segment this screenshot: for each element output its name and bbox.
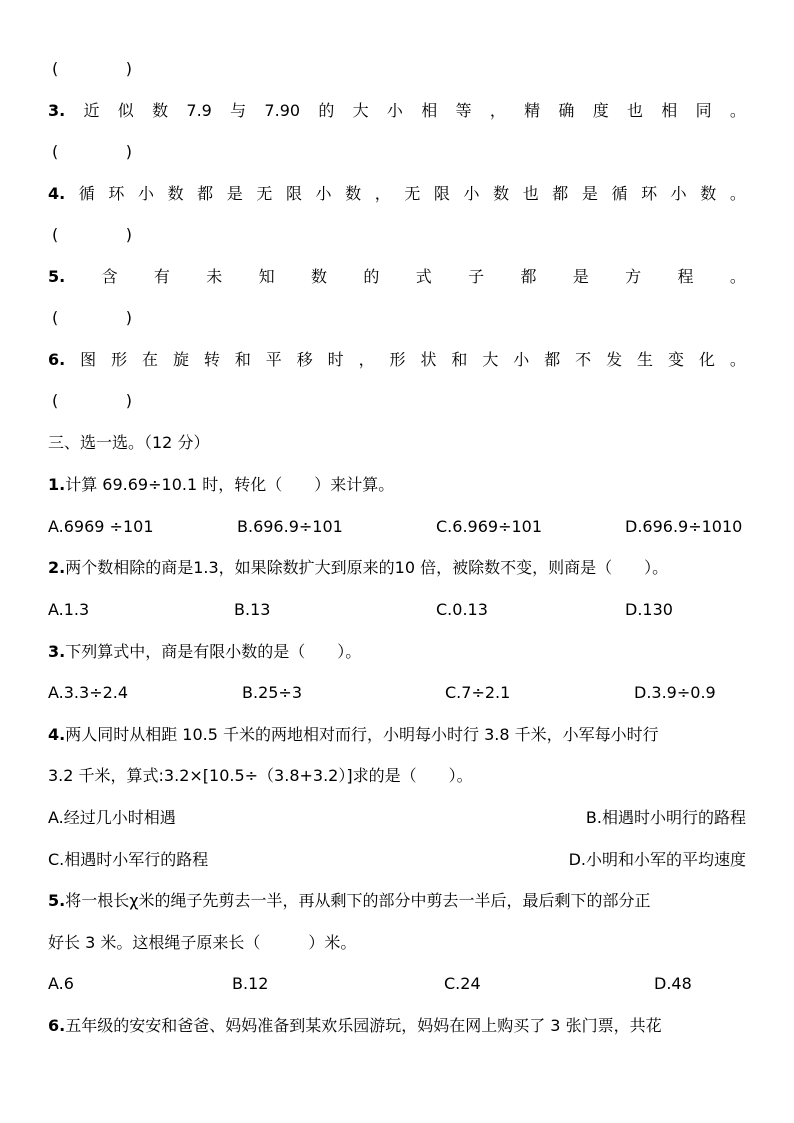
- statement-char: 循: [611, 184, 628, 203]
- option-c: C.0.13: [436, 600, 488, 619]
- statement-char: 发: [606, 350, 623, 369]
- tf-item-6: [48, 347, 746, 373]
- statement-char: 旋: [172, 350, 189, 369]
- statement-char: ，: [374, 184, 391, 203]
- statement-char: 近: [83, 101, 100, 120]
- question-4-cont: 3.2 千米，算式:3.2×[10.5÷（3.8+3.2）]求的是（ ）。: [48, 766, 473, 785]
- option-d: D.130: [625, 600, 673, 619]
- statement-char: ，: [358, 350, 375, 369]
- statement-char: 的: [363, 267, 380, 286]
- statement-char: 转: [203, 350, 220, 369]
- statement-char: 有: [153, 267, 170, 286]
- statement-char: 也: [627, 101, 644, 120]
- option-b: B.25÷3: [242, 683, 303, 702]
- statement-char: 环: [641, 184, 658, 203]
- paren-close: ): [125, 59, 132, 78]
- statement-char: 数: [493, 184, 510, 203]
- statement-char: 无: [404, 184, 421, 203]
- statement-char: 大: [352, 101, 369, 120]
- statement-char: 未: [206, 267, 223, 286]
- statement-char: ，: [489, 101, 506, 120]
- statement-char: 等: [455, 101, 472, 120]
- statement-char: 也: [522, 184, 539, 203]
- options-q5: [48, 971, 746, 997]
- statement-char: 和: [234, 350, 251, 369]
- statement-char: 小: [670, 184, 687, 203]
- statement-char: 移: [296, 350, 313, 369]
- statement-char: 化: [698, 350, 715, 369]
- statement-char: 限: [285, 184, 302, 203]
- option-b: B.696.9÷101: [237, 517, 343, 536]
- statement-char: 小: [386, 101, 403, 120]
- question-3: 3.下列算式中，商是有限小数的是（ ）。: [48, 642, 362, 661]
- item-number: 6.: [48, 350, 66, 369]
- statement-char: 形: [389, 350, 406, 369]
- option-d: D.3.9÷0.9: [634, 683, 716, 702]
- options-q4-row1: [48, 805, 746, 831]
- statement-char: 都: [197, 184, 214, 203]
- statement-char: 是: [581, 184, 598, 203]
- statement-char: 精: [524, 101, 541, 120]
- statement-char: 都: [552, 184, 569, 203]
- option-b: B.相遇时小明行的路程: [585, 808, 746, 827]
- statement-char: 同: [695, 101, 712, 120]
- tf-item-4: [48, 181, 746, 207]
- question-5: 5.将一根长χ米的绳子先剪去一半，再从剩下的部分中剪去一半后，最后剩下的部分正: [48, 891, 651, 910]
- option-c: C.7÷2.1: [445, 683, 511, 702]
- options-q1: [48, 514, 746, 540]
- answer-paren: ( ): [52, 391, 132, 410]
- option-a: A.3.3÷2.4: [48, 683, 129, 702]
- statement-char: 含: [101, 267, 118, 286]
- option-a: A.6: [48, 974, 74, 993]
- statement-char: 。: [729, 267, 746, 286]
- question-5-cont: 好长 3 米。这根绳子原来长（ ）米。: [48, 933, 357, 952]
- answer-paren: ( ): [52, 308, 132, 327]
- statement-char: 。: [729, 101, 746, 120]
- statement-char: 小: [513, 350, 530, 369]
- option-a: A.1.3: [48, 600, 90, 619]
- statement-char: 状: [420, 350, 437, 369]
- option-c: C.6.969÷101: [436, 517, 543, 536]
- statement-char: 是: [226, 184, 243, 203]
- option-c: C.24: [444, 974, 481, 993]
- statement-char: 小: [315, 184, 332, 203]
- statement-char: 数: [311, 267, 328, 286]
- statement-char: 都: [520, 267, 537, 286]
- option-a: A.6969 ÷101: [48, 517, 154, 536]
- statement-char: 小: [463, 184, 480, 203]
- statement-char: 相: [421, 101, 438, 120]
- statement-char: 变: [667, 350, 684, 369]
- statement-char: 大: [482, 350, 499, 369]
- statement-char: 无: [256, 184, 273, 203]
- question-1: 1.计算 69.69÷10.1 时，转化（ ）来计算。: [48, 475, 395, 494]
- statement-char: 相: [661, 101, 678, 120]
- statement-char: 不: [575, 350, 592, 369]
- options-q3: [48, 680, 746, 706]
- option-d: D.小明和小军的平均速度: [568, 850, 746, 869]
- tf-item-3: [48, 98, 746, 124]
- statement-char: 小: [137, 184, 154, 203]
- statement-char: 方: [625, 267, 642, 286]
- statement-char: 7.90: [264, 101, 301, 120]
- statement-char: 。: [729, 184, 746, 203]
- answer-paren: [52, 56, 132, 82]
- question-6: 6.五年级的安安和爸爸、妈妈准备到某欢乐园游玩，妈妈在网上购买了 3 张门票，共花: [48, 1016, 662, 1035]
- statement-char: 图: [80, 350, 97, 369]
- option-c: C.相遇时小军行的路程: [48, 850, 209, 869]
- statement-char: 是: [572, 267, 589, 286]
- statement-char: 时: [327, 350, 344, 369]
- tf-item-5: [48, 264, 746, 290]
- statement-char: 与: [230, 101, 247, 120]
- statement-char: 限: [433, 184, 450, 203]
- statement-char: 确: [558, 101, 575, 120]
- statement-char: 形: [111, 350, 128, 369]
- statement-char: 数: [167, 184, 184, 203]
- option-a: A.经过几小时相遇: [48, 808, 176, 827]
- statement-char: 数: [700, 184, 717, 203]
- option-b: B.12: [232, 974, 269, 993]
- statement-char: 式: [415, 267, 432, 286]
- question-2: 2.两个数相除的商是1.3，如果除数扩大到原来的10 倍，被除数不变，则商是（ ）。: [48, 558, 669, 577]
- statement-char: 似: [117, 101, 134, 120]
- statement-char: 环: [108, 184, 125, 203]
- statement-char: 都: [544, 350, 561, 369]
- section-title: 三、选一选。（12 分）: [48, 433, 210, 452]
- answer-paren: ( ): [52, 142, 132, 161]
- statement-char: 。: [729, 350, 746, 369]
- option-d: D.696.9÷1010: [625, 517, 743, 536]
- item-number: 4.: [48, 184, 66, 203]
- statement-char: 程: [677, 267, 694, 286]
- item-number: 3.: [48, 101, 66, 120]
- statement-char: 循: [78, 184, 95, 203]
- options-q4-row2: [48, 847, 746, 873]
- item-number: 5.: [48, 267, 66, 286]
- statement-char: 平: [265, 350, 282, 369]
- statement-char: 数: [345, 184, 362, 203]
- statement-char: 的: [318, 101, 335, 120]
- statement-char: 度: [592, 101, 609, 120]
- statement-char: 子: [468, 267, 485, 286]
- statement-char: 知: [258, 267, 275, 286]
- option-d: D.48: [654, 974, 692, 993]
- options-q2: [48, 597, 746, 623]
- statement-char: 在: [142, 350, 159, 369]
- answer-paren: ( ): [52, 225, 132, 244]
- statement-char: 和: [451, 350, 468, 369]
- paren-open: (: [52, 59, 59, 78]
- statement-char: 数: [152, 101, 169, 120]
- statement-char: 生: [637, 350, 654, 369]
- option-b: B.13: [234, 600, 271, 619]
- statement-char: 7.9: [186, 101, 212, 120]
- question-4: 4.两人同时从相距 10.5 千米的两地相对而行，小明每小时行 3.8 千米，小军每小时行: [48, 725, 659, 744]
